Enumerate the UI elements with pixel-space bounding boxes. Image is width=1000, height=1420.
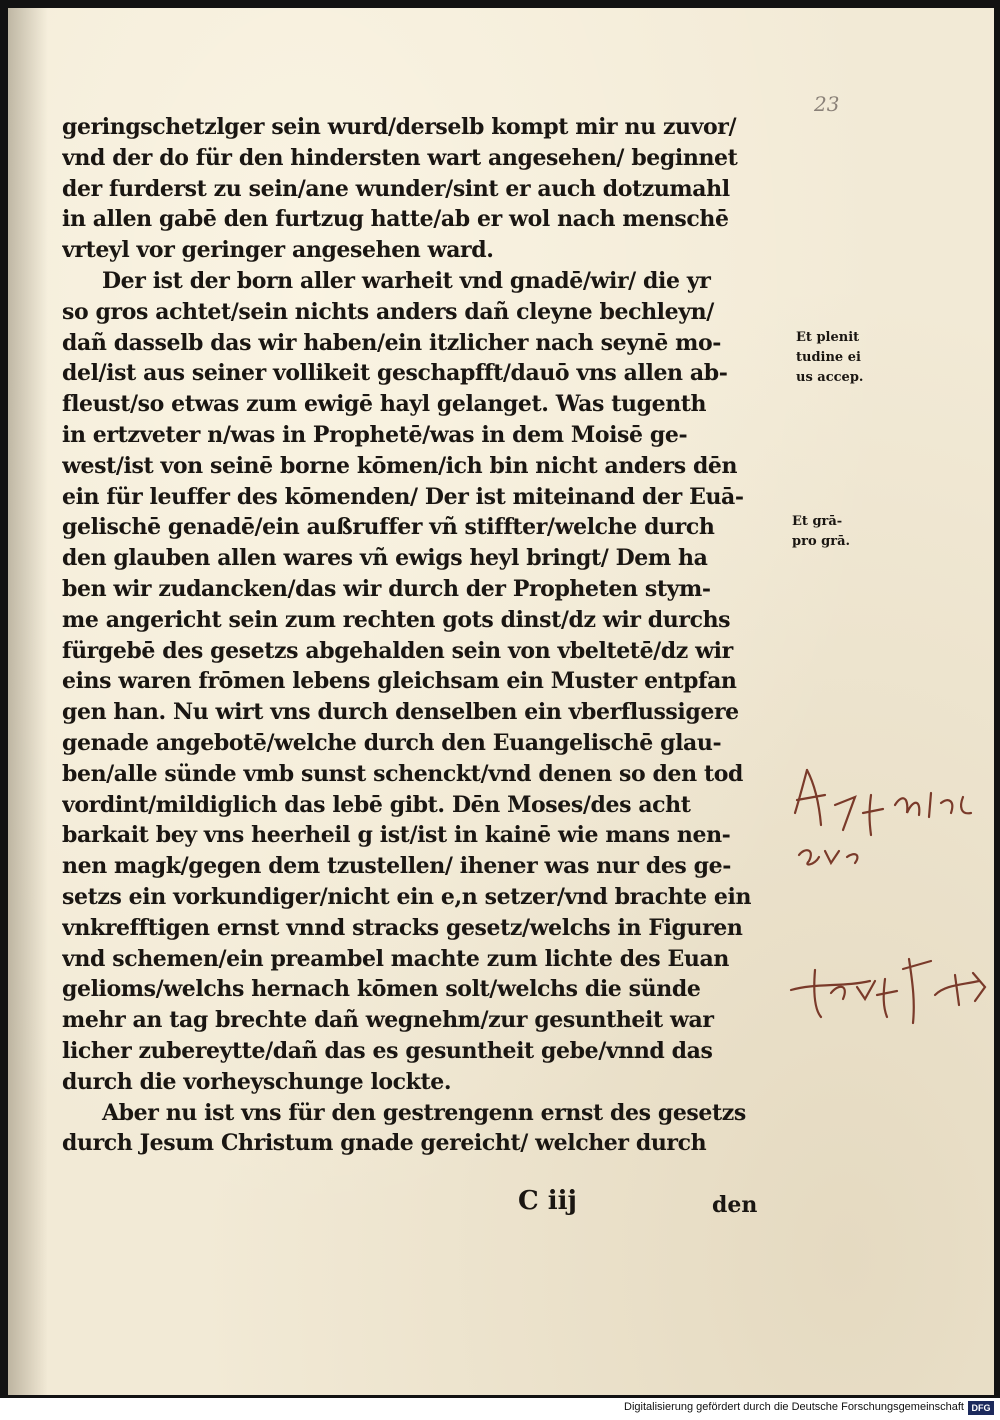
handwritten-annotations xyxy=(785,755,990,1035)
text-line: so gros achtet/sein nichts anders dañ cleyne bechleyn/ xyxy=(62,298,714,325)
text-line: vnd der do für den hindersten wart angesehen/ beginnet xyxy=(62,144,738,171)
text-line: ein für leuffer des kōmenden/ Der ist miteinand der Euā- xyxy=(62,483,744,510)
text-line: licher zubereytte/dañ das es gesuntheit gebe/vnnd das xyxy=(62,1037,713,1064)
text-line: gelischē genadē/ein außruffer vñ stiffter/welche durch xyxy=(62,514,715,541)
text-line: Aber nu ist vns für den gestrengenn ernst des gesetzs xyxy=(102,1099,746,1126)
text-line: durch die vorheyschunge lockte. xyxy=(62,1068,452,1095)
text-line: der furderst zu sein/ane wunder/sint er auch dotzumahl xyxy=(62,175,730,202)
margin-note-1 xyxy=(796,328,863,388)
catchword: den xyxy=(712,1192,758,1218)
text-line: west/ist von seinē borne kōmen/ich bin nicht anders dēn xyxy=(62,452,738,479)
margin-note-line: Et grā- xyxy=(792,514,843,529)
margin-note-2 xyxy=(792,512,850,552)
text-line: gen han. Nu wirt vns durch denselben ein vberflussigere xyxy=(62,699,739,726)
margin-note-line: pro grā. xyxy=(792,534,851,549)
margin-note-line: Et plenit xyxy=(796,330,860,345)
text-line: eins waren frōmen lebens gleichsam ein Muster entpfan xyxy=(62,668,737,695)
signature-mark: C iij xyxy=(518,1186,577,1216)
text-line: del/ist aus seiner vollikeit geschapfft/dauō vns allen ab- xyxy=(62,360,728,387)
text-line: nen magk/gegen dem tzustellen/ ihener was nur des ge- xyxy=(62,853,731,880)
footer-bar xyxy=(0,1398,1000,1420)
text-line: dañ dasselb das wir haben/ein itzlicher nach seynē mo- xyxy=(62,329,721,356)
footer-credit: Digitalisierung gefördert durch die Deutsche Forschungsgemeinschaft xyxy=(624,1401,964,1413)
text-line: fürgebē des gesetzs abgehalden sein von vbeltetē/dz wir xyxy=(62,637,733,664)
text-line: den glauben allen wares vñ ewigs heyl bringt/ Dem ha xyxy=(62,545,708,572)
text-line: vrteyl vor geringer angesehen ward. xyxy=(62,237,494,264)
text-line: in allen gabē den furtzug hatte/ab er wol nach menschē xyxy=(62,206,729,233)
margin-note-line: tudine ei xyxy=(796,350,861,365)
text-line: ben/alle sünde vmb sunst schenckt/vnd denen so den tod xyxy=(62,760,743,787)
text-line: vordint/mildiglich das lebē gibt. Dēn Moses/des acht xyxy=(62,791,691,818)
folio-number: 23 xyxy=(814,92,840,116)
text-line: setzs ein vorkundiger/nicht ein e,n setzer/vnd brachte ein xyxy=(62,883,752,910)
margin-note-line: us accep. xyxy=(796,370,864,385)
text-line: durch Jesum Christum gnade gereicht/ welcher durch xyxy=(62,1130,707,1157)
text-line: in ertzveter n/was in Prophetē/was in dem Moisē ge- xyxy=(62,421,688,448)
text-line: Der ist der born aller warheit vnd gnadē/wir/ die yr xyxy=(102,267,711,294)
text-line: geringschetzlger sein wurd/derselb kompt mir nu zuvor/ xyxy=(62,114,737,140)
text-line: vnkrefftigen ernst vnnd stracks gesetz/welchs in Figuren xyxy=(62,914,743,941)
text-line: gelioms/welchs hernach kōmen solt/welchs die sünde xyxy=(62,976,701,1003)
text-line: vnd schemen/ein preambel machte zum lichte des Euan xyxy=(62,945,729,972)
gutter-shadow xyxy=(8,8,48,1395)
text-line: mehr an tag brechte dañ wegnehm/zur gesuntheit war xyxy=(62,1007,714,1034)
text-line: me angericht sein zum rechten gots dinst/dz wir durchs xyxy=(62,606,731,633)
text-line: ben wir zudancken/das wir durch der Propheten stym- xyxy=(62,575,711,602)
text-line: fleust/so etwas zum ewigē hayl gelanget. Was tugenth xyxy=(62,391,707,418)
body-text xyxy=(62,112,782,1159)
dfg-logo: DFG xyxy=(968,1401,994,1415)
text-line: barkait bey vns heerheil g ist/ist in kainē wie mans nen- xyxy=(62,822,731,849)
text-line: genade angebotē/welche durch den Euangelischē glau- xyxy=(62,729,722,756)
